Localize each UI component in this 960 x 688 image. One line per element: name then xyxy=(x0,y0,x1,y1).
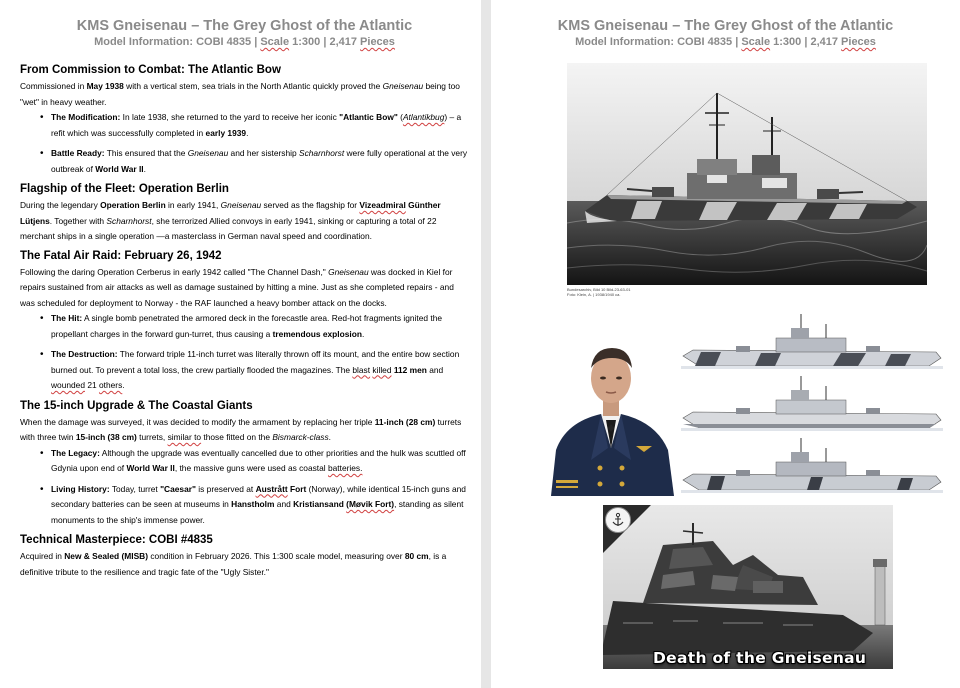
ship-profile-2 xyxy=(681,374,943,432)
photo-caption: Bundesarchiv, Bild 10 Bild-23-63-01 Foto: Klein, A. | 1938/1940 ca. xyxy=(567,287,631,297)
admiral-portrait xyxy=(546,330,676,496)
historic-ship-photo xyxy=(567,63,927,285)
list-item: • The Legacy: Although the upgrade was eventually cancelled due to other priorities and the hulk was scuttled off Gdynia upon end of World War II, the massive guns were used as coastal batteries. xyxy=(40,446,469,477)
page-title-right: KMS Gneisenau – The Grey Ghost of the Atlantic xyxy=(557,18,894,34)
section-heading-upgrade: The 15-inch Upgrade & The Coastal Giants xyxy=(20,399,253,412)
list-item: • Living History: Today, turret "Caesar" is preserved at Austrått Fort (Norway), while identical 15-inch guns and secondary batteries can be seen at museums in Hanstholm and Kristiansand (Møvik Fort), standing as silent monuments to the ship's immense power. xyxy=(40,482,469,529)
ship-profile-3 xyxy=(681,436,943,494)
wreck-photo-title: Death of the Gneisenau xyxy=(653,649,867,667)
page-subtitle: Model Information: COBI 4835 | Scale 1:300 | 2,417 Pieces xyxy=(94,36,395,48)
wreck-photo xyxy=(603,505,893,669)
page-subtitle-right: Model Information: COBI 4835 | Scale 1:300 | 2,417 Pieces xyxy=(575,36,876,48)
bullet-list-upgrade xyxy=(40,446,469,529)
list-item: • Battle Ready: This ensured that the Gneisenau and her sistership Scharnhorst were fully operational at the very outbreak of World War II. xyxy=(40,146,469,177)
ship-profile-1 xyxy=(681,312,943,370)
bullet-list-commission xyxy=(40,110,469,177)
page-title: KMS Gneisenau – The Grey Ghost of the Atlantic xyxy=(76,18,413,34)
section-heading-raid: The Fatal Air Raid: February 26, 1942 xyxy=(20,249,222,262)
paragraph-commission: Commissioned in May 1938 with a vertical stem, sea trials in the North Atlantic quickly proved the Gneisenau being too "wet" in heavy weather. xyxy=(20,81,460,107)
paragraph-flagship: During the legendary Operation Berlin in early 1941, Gneisenau served as the flagship for Vizeadmiral Günther Lütjens. Together with Scharnhorst, she terrorized Allied convoys in early 1941, sinking or capturing a total of 22 merchant ships in a single operation —a masterclass in German naval speed and coordination. xyxy=(20,200,441,241)
list-item: • The Modification: In late 1938, she returned to the yard to receive her iconic "Atlantic Bow" (Atlantikbug) – a refit which was successfully completed in early 1939. xyxy=(40,110,469,141)
section-heading-masterpiece: Technical Masterpiece: COBI #4835 xyxy=(20,534,213,546)
document-page-right xyxy=(491,0,960,688)
paragraph-upgrade: When the damage was surveyed, it was decided to modify the armament by replacing her triple 11-inch (28 cm) turrets with three twin 15-inch (38 cm) turrets, similar to those fitted on the Bismarck-class. xyxy=(20,416,462,442)
bullet-list-raid xyxy=(40,311,469,394)
paragraph-masterpiece: Acquired in New & Sealed (MISB) condition in February 2026. This 1:300 scale model, measuring over 80 cm, is a definitive tribute to the resilience and tragic fate of the "Ugly Sister." xyxy=(20,551,447,577)
list-item: • The Hit: A single bomb penetrated the armored deck in the forecastle area. Red-hot fragments ignited the propellant charges in the forward gun-turret, thus causing a tremendous explosion. xyxy=(40,311,469,342)
paragraph-raid: Following the daring Operation Cerberus in early 1942 called "The Channel Dash," Gneisenau was docked in Kiel for repairs sustained from air attacks as well as damage sustained by hitting a mine. Just as she completed repairs - and was scheduled for deployment to Norway - the RAF launched a heavy bomber attack on the docks. xyxy=(20,266,454,308)
anchor-icon xyxy=(605,507,631,533)
list-item: • The Destruction: The forward triple 11-inch turret was literally thrown off its mount, and the entire bow section burned out. To prevent a total loss, the crew partially flooded the magazines. The blast killed 112 men and wounded 21 others. xyxy=(40,347,469,394)
section-heading-commission: From Commission to Combat: The Atlantic Bow xyxy=(20,64,281,76)
section-heading-flagship: Flagship of the Fleet: Operation Berlin xyxy=(20,183,229,195)
